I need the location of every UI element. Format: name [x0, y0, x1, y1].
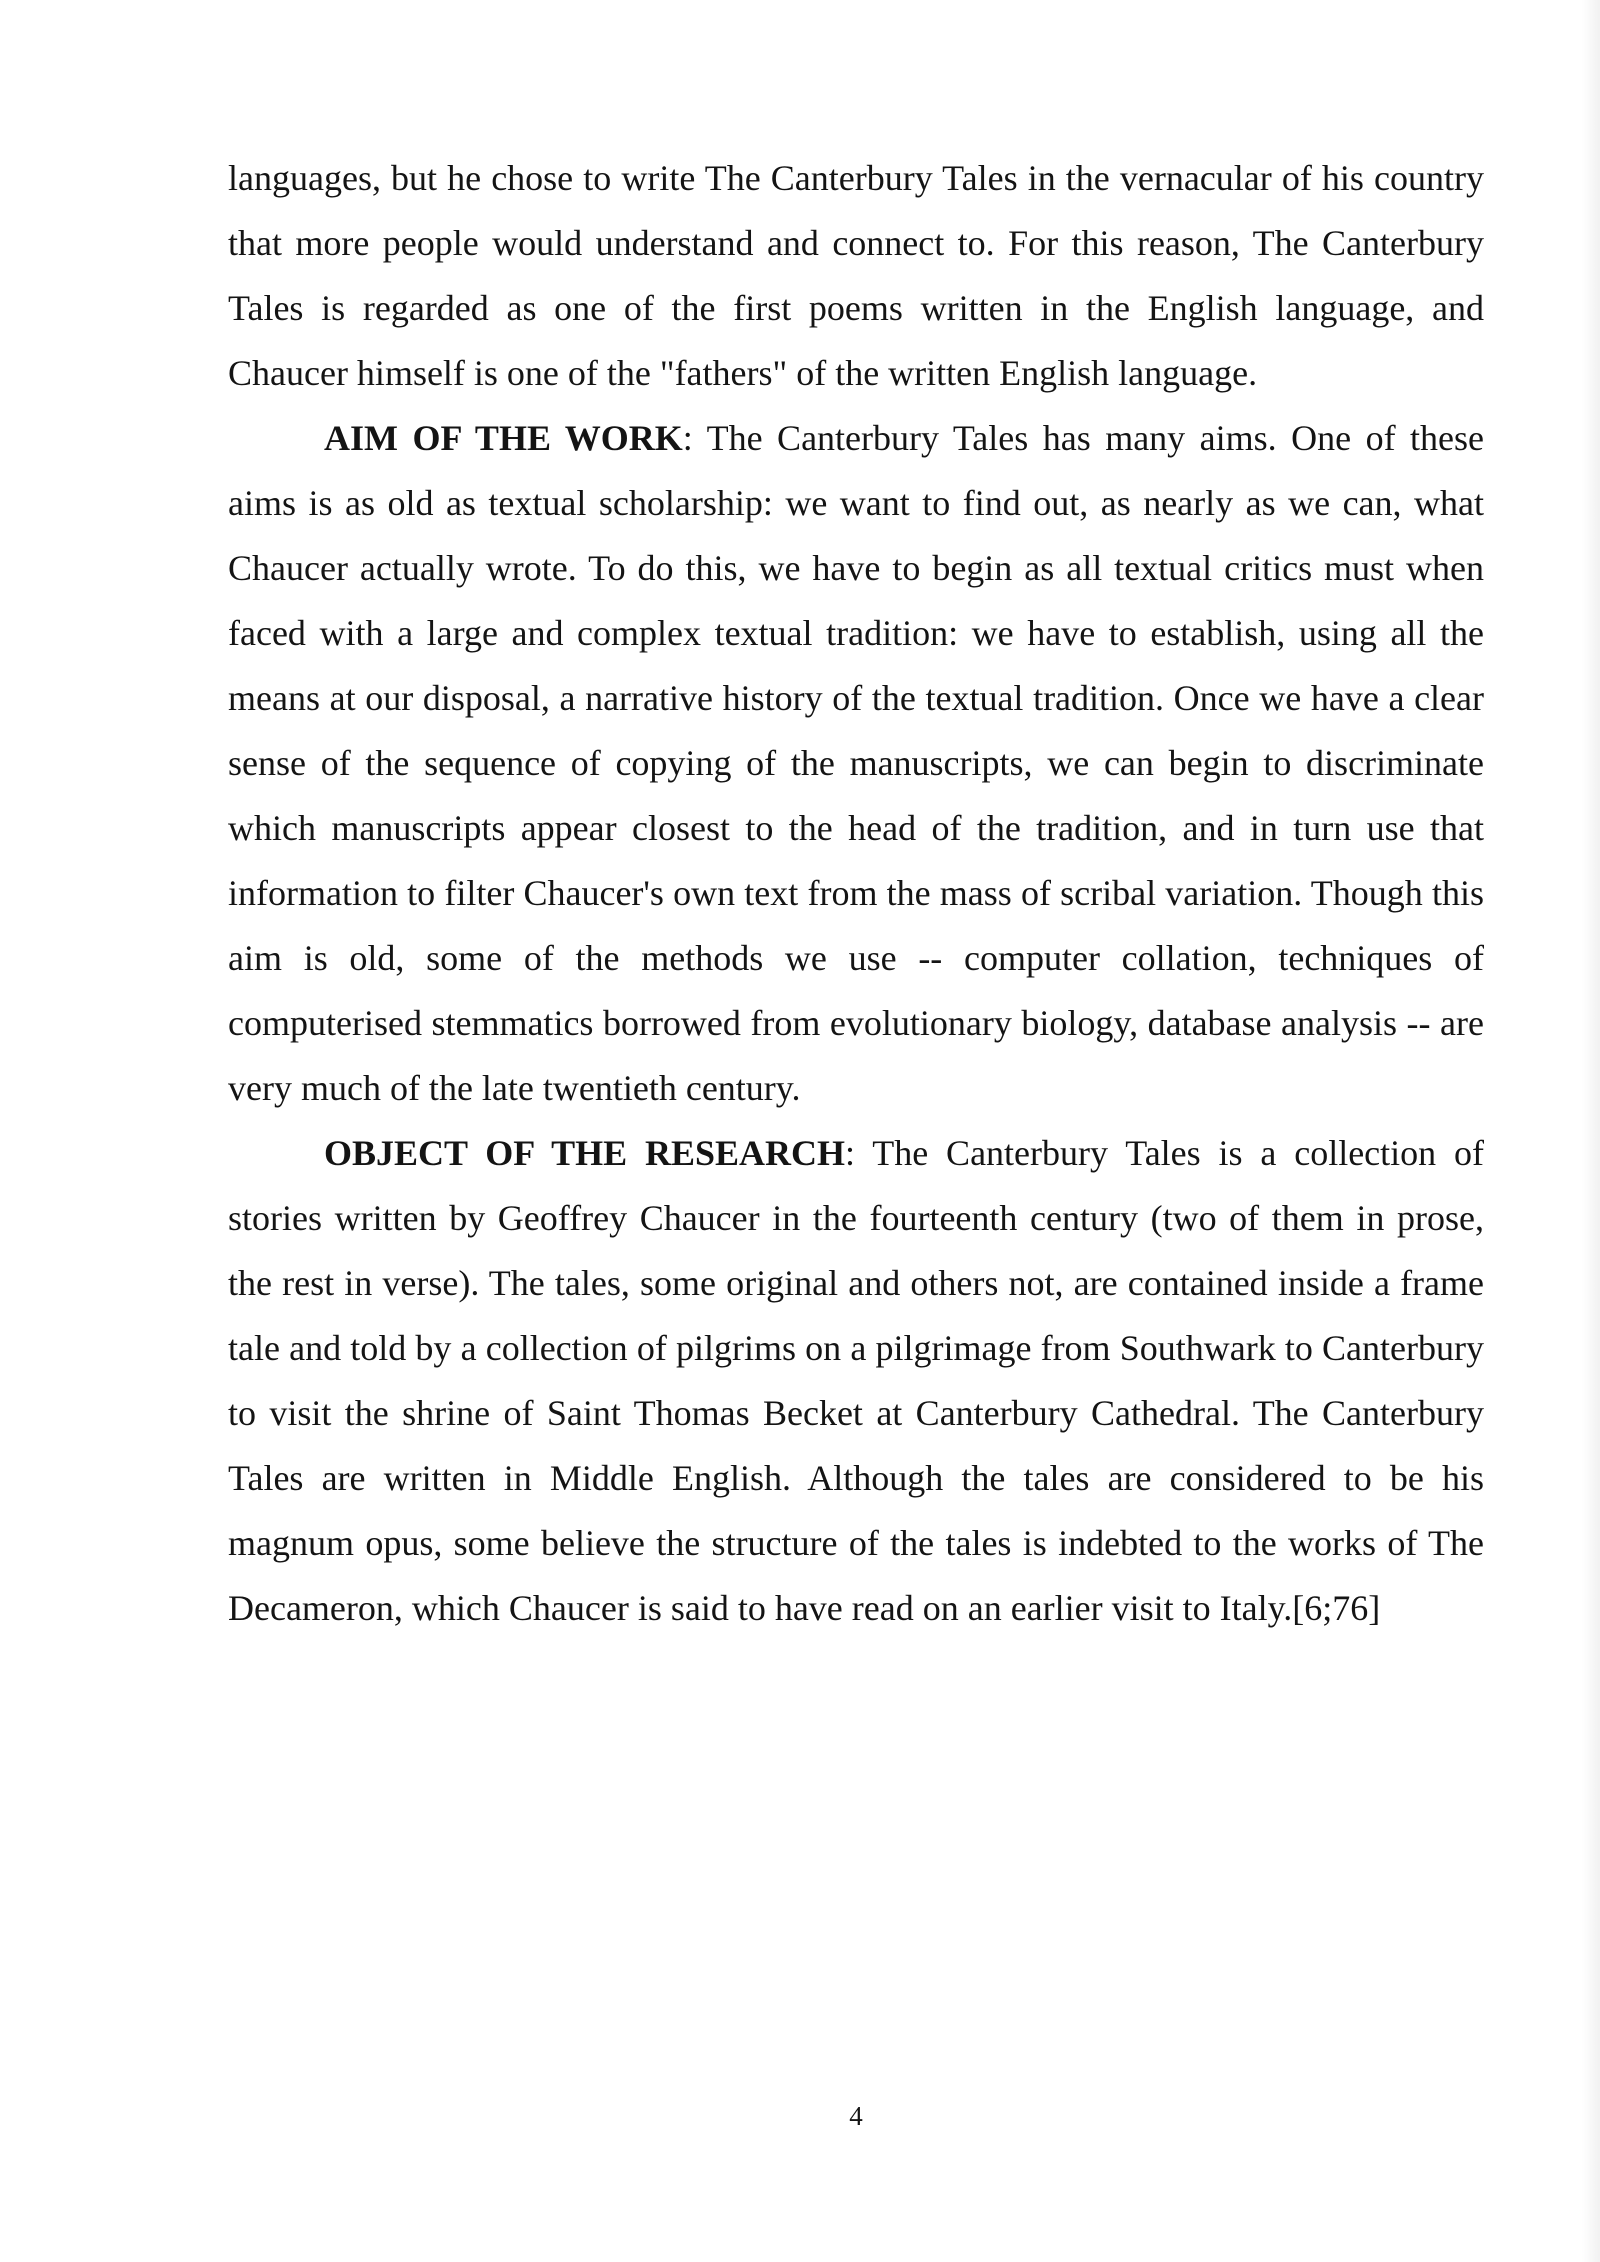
page-edge-shadow [1582, 0, 1600, 2262]
opening-paragraph: languages, but he chose to write The Canterbury Tales in the vernacular of his country that more people would understand and connect to. For this reason, The Canterbury Tales is regarded as one of the first poems written in the English language, and Chaucer himself is one of the "fathers" of the written English language. [228, 158, 1484, 393]
aim-text: : The Canterbury Tales has many aims. One of these aims is as old as textual scholarship: we want to find out, as nearly as we can, what Chaucer actually wrote. To do this, we have to begin as all textual critics must when faced with a large and complex textual tradition: we have to establish, using all the means at our disposal, a narrative history of the textual tradition. Once we have a clear sense of the sequence of copying of the manuscripts, we can begin to discriminate which manuscripts appear closest to the head of the tradition, and in turn use that information to filter Chaucer's own text from the mass of scribal variation. Though this aim is old, some of the methods we use -- computer collation, techniques of computerised stemmatics borrowed from evolutionary biology, database analysis -- are very much of the late twentieth century. [228, 418, 1484, 1108]
body-text [228, 146, 1484, 1641]
aim-paragraph [228, 406, 1484, 1121]
aim-heading: AIM OF THE WORK [324, 418, 683, 458]
object-paragraph [228, 1121, 1484, 1641]
object-text: : The Canterbury Tales is a collection of stories written by Geoffrey Chaucer in the fourteenth century (two of them in prose, the rest in verse). The tales, some original and others not, are contained inside a frame tale and told by a collection of pilgrims on a pilgrimage from Southwark to Canterbury to visit the shrine of Saint Thomas Becket at Canterbury Cathedral. The Canterbury Tales are written in Middle English. Although the tales are considered to be his magnum opus, some believe the structure of the tales is indebted to the works of The Decameron, which Chaucer is said to have read on an earlier visit to Italy.[6;76] [228, 1133, 1484, 1628]
page-number: 4 [849, 2101, 863, 2131]
object-heading: OBJECT OF THE RESEARCH [324, 1133, 846, 1173]
